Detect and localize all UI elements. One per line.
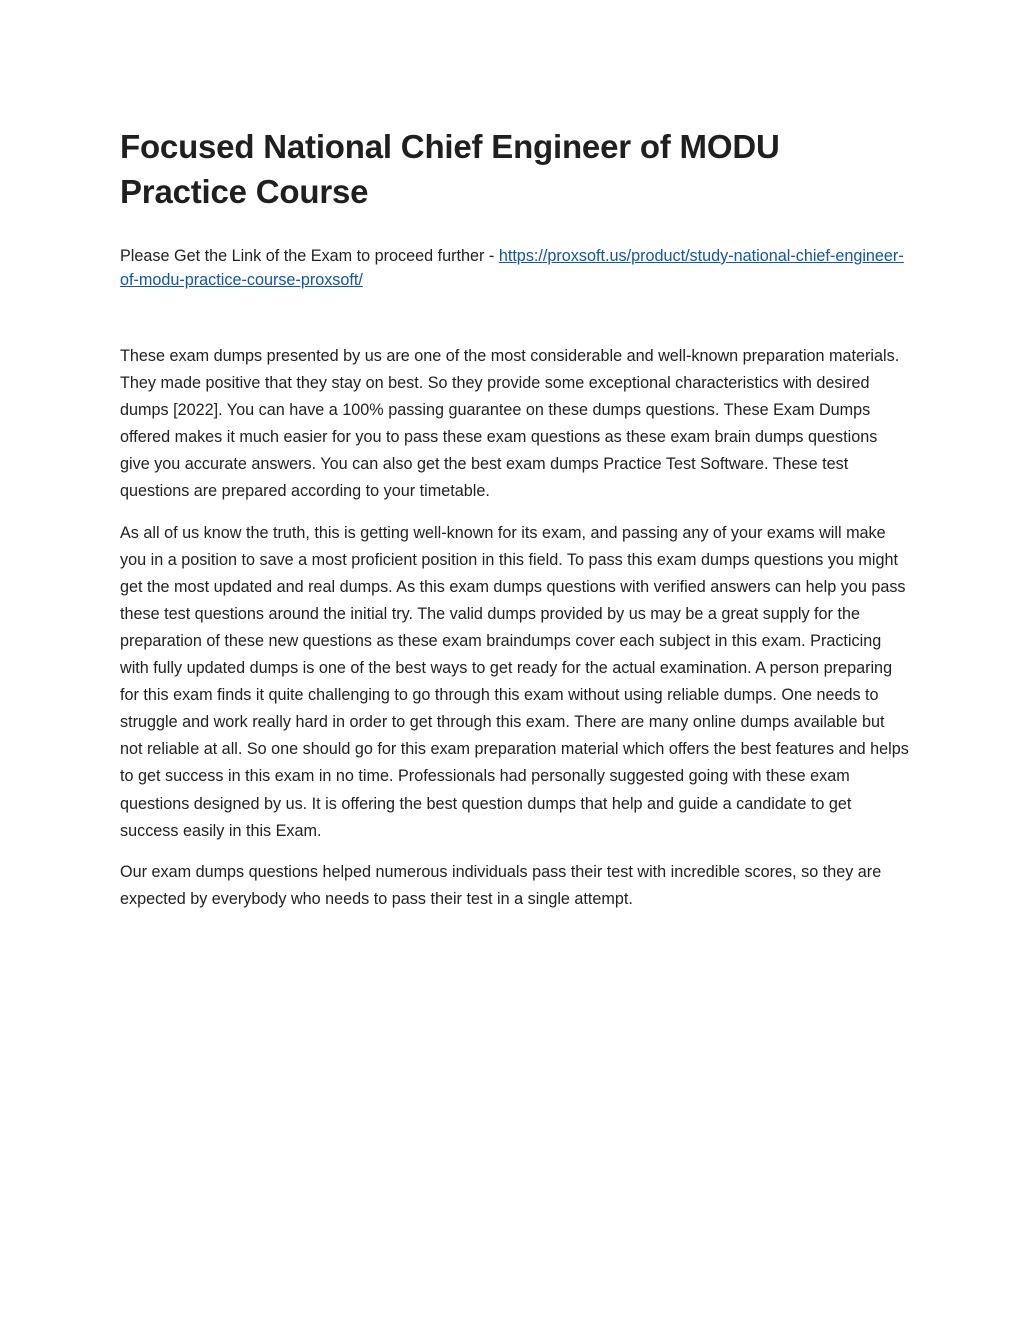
- intro-paragraph: [120, 244, 910, 292]
- body-paragraph-1: These exam dumps presented by us are one of the most considerable and well-known preparation materials. They made positive that they stay on best. So they provide some exceptional characteristics with desired dumps [2022]. You can have a 100% passing guarantee on these dumps questions. These Exam Dumps offered makes it much easier for you to pass these exam questions as these exam brain dumps questions give you accurate answers. You can also get the best exam dumps Practice Test Software. These test questions are prepared according to your timetable.: [120, 347, 900, 501]
- intro-text: Please Get the Link of the Exam to proceed further -: [120, 247, 499, 265]
- page-title: Focused National Chief Engineer of MODU Practice Course: [120, 128, 780, 210]
- body-content: [120, 343, 910, 913]
- body-paragraph-3: Our exam dumps questions helped numerous individuals pass their test with incredible scores, so they are expected by everybody who needs to pass their test in a single attempt.: [120, 862, 882, 908]
- document-page: [120, 124, 910, 927]
- body-paragraph-2: As all of us know the truth, this is getting well-known for its exam, and passing any of your exams will make you in a position to save a most proficient position in this field. To pass this exam dumps questions you might get the most updated and real dumps. As this exam dumps questions with verified answers can help you pass these test questions around the initial try. The valid dumps provided by us may be a great supply for the preparation of these new questions as these exam braindumps cover each subject in this exam. Practicing with fully updated dumps is one of the best ways to get ready for the actual examination. A person preparing for this exam finds it quite challenging to go through this exam without using reliable dumps. One needs to struggle and work really hard in order to get through this exam. There are many online dumps available but not reliable at all. So one should go for this exam preparation material which offers the best features and helps to get success in this exam in no time. Professionals had personally suggested going with these exam questions designed by us. It is offering the best question dumps that help and guide a candidate to get success easily in this Exam.: [120, 523, 909, 840]
- exam-link[interactable]: https://proxsoft.us/product/study-national-chief-engineer-of-modu-practice-course-proxsoft/: [120, 247, 904, 289]
